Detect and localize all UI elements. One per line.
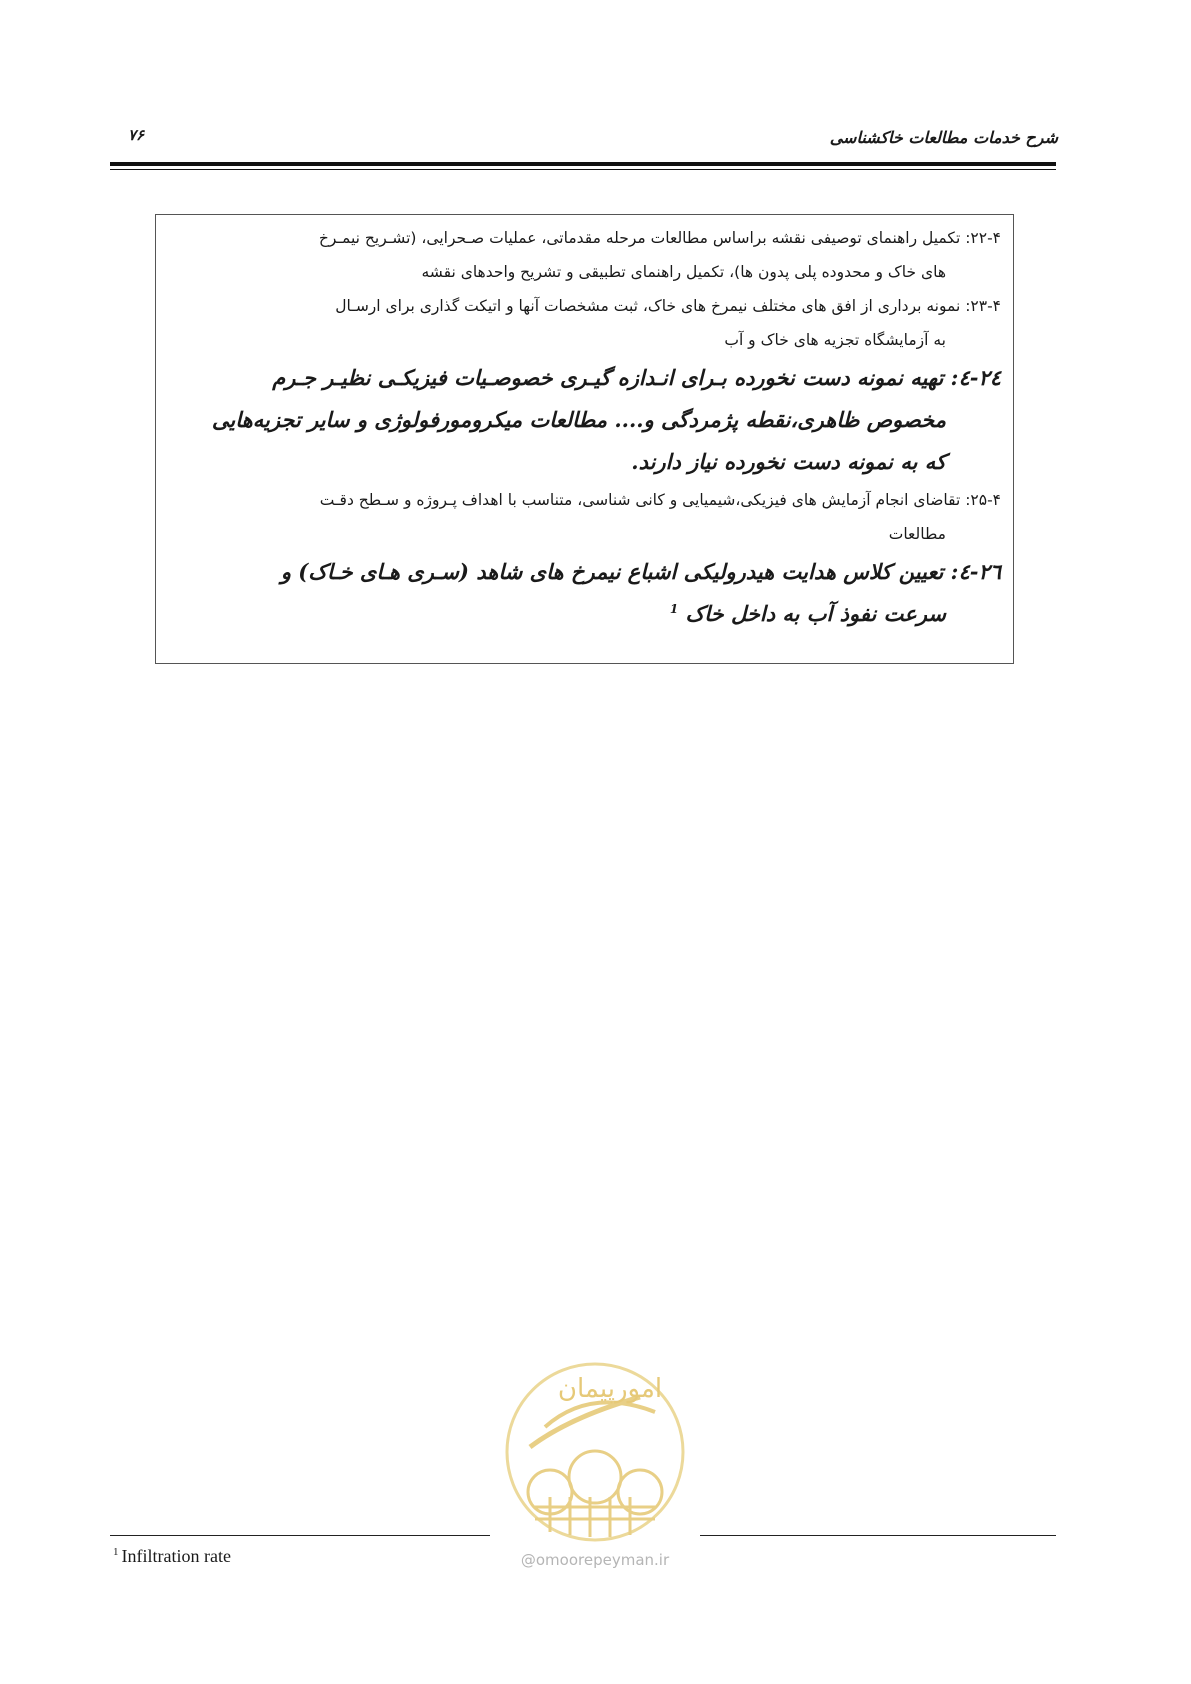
- list-item-emphasized: [168, 551, 1001, 635]
- header-rule-thin: [110, 169, 1056, 170]
- list-item: [168, 483, 1001, 551]
- item-continuation: مطالعات: [888, 525, 946, 543]
- footnote: [113, 1546, 231, 1567]
- watermark-logo-icon: [490, 1357, 700, 1547]
- watermark-site: @omoorepeyman.ir: [520, 1551, 670, 1569]
- footnote-text: Infiltration rate: [121, 1546, 231, 1566]
- item-continuation: [168, 593, 1001, 635]
- item-continuation: های خاک و محدوده پلی پدون ها)، تکمیل راهنمای تطبیقی و تشریح واحدهای نقشه: [421, 263, 946, 281]
- footnote-separator: [110, 1535, 490, 1536]
- footnote-reference: 1: [669, 602, 679, 616]
- item-text: ۲٦-٤: تعیین کلاس هدایت هیدرولیکی اشباع نیمرخ های شاهد (سـری هـای خـاک) و: [280, 559, 1001, 584]
- header-rule: [110, 162, 1056, 166]
- list-item: [168, 221, 1001, 289]
- item-continuation: که به نمونه دست نخورده نیاز دارند.: [631, 449, 946, 474]
- watermark-logo-text: امورپیمان: [557, 1374, 663, 1404]
- list-item-emphasized: [168, 357, 1001, 483]
- footnote-separator-right: [700, 1535, 1056, 1536]
- item-text: ۲٤-٤: تهیه نمونه دست نخورده بـرای انـدازه گیـری خصوصـیات فیزیکـی نظیـر جـرم: [272, 365, 1001, 390]
- item-text: ۲۳-۴: نمونه برداری از افق های مختلف نیمرخ های خاک، ثبت مشخصات آنها و اتیکت گذاری برای ارسـال: [335, 297, 1001, 315]
- item-text: ۲۲-۴: تکمیل راهنمای توصیفی نقشه براساس مطالعات مرحله مقدماتی، عملیات صـحرایی، (تشـریح نیمـرخ: [318, 229, 1001, 247]
- list-item: [168, 289, 1001, 357]
- item-continuation: به آزمایشگاه تجزیه های خاک و آب: [724, 331, 946, 349]
- page-number: ۷۶: [128, 126, 145, 144]
- content-box: [155, 214, 1014, 664]
- item-text: ۲۵-۴: تقاضای انجام آزمایش های فیزیکی،شیمیایی و کانی شناسی، متناسب با اهداف پـروژه و سـطح دقـت: [319, 491, 1001, 509]
- item-continuation: مخصوص ظاهری،نقطه پژمردگی و.... مطالعات میکرومورفولوژی و سایر تجزیه‌هایی: [211, 407, 946, 432]
- header-title: شرح خدمات مطالعات خاکشناسی: [829, 128, 1058, 147]
- item-continuation-text: سرعت نفوذ آب به داخل خاک: [685, 601, 946, 626]
- footnote-number: 1: [113, 1546, 119, 1558]
